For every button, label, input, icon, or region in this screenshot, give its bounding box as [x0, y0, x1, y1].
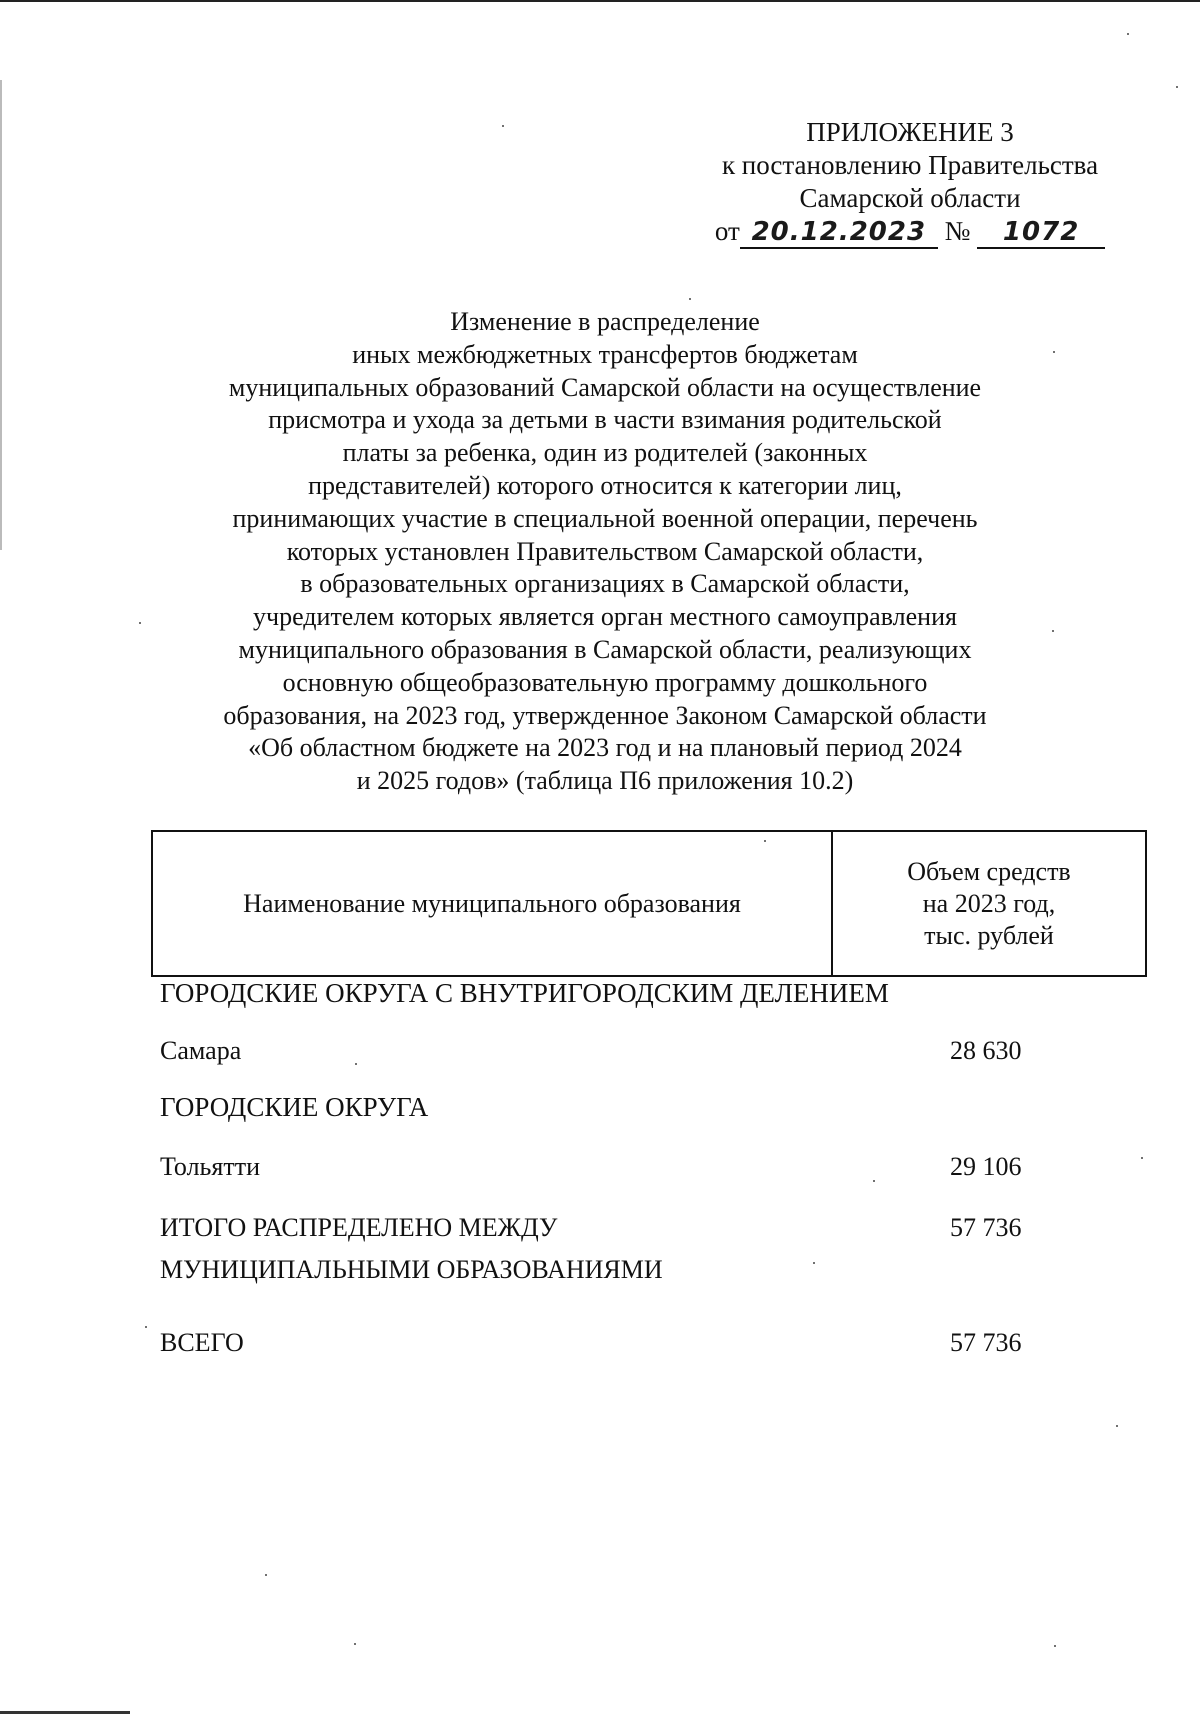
document-title	[140, 306, 1070, 798]
table-row-total-distributed	[160, 1207, 1100, 1297]
title-line: в образовательных организациях в Самарской области,	[300, 569, 910, 599]
title-line: учредителем которых является орган местного самоуправления	[253, 602, 957, 632]
handwritten-number: 1072	[977, 217, 1105, 249]
amount-header-line: Объем средств	[907, 856, 1071, 886]
title-line: образования, на 2023 год, утвержденное Законом Самарской области	[223, 700, 987, 730]
handwritten-date: 20.12.2023	[740, 217, 938, 249]
column-header-amount	[832, 831, 1146, 976]
appendix-header	[700, 116, 1120, 249]
appendix-heading: ПРИЛОЖЕНИЕ 3	[806, 117, 1014, 147]
amount-value: 57 736	[950, 1328, 1022, 1357]
total-distributed-label	[160, 1207, 663, 1291]
scan-edge	[0, 80, 2, 550]
amount-header-line: тыс. рублей	[924, 920, 1054, 950]
bottom-edge-mark	[0, 1711, 130, 1714]
title-line: Изменение в распределение	[450, 307, 760, 336]
title-line: «Об областном бюджете на 2023 год и на плановый период 2024	[248, 733, 962, 763]
number-sign: №	[944, 216, 971, 246]
title-line: представителей) которого относится к категории лиц,	[308, 470, 902, 500]
table-header	[151, 830, 1147, 977]
appendix-date-line	[700, 215, 1120, 249]
title-line: основную общеобразовательную программу дошкольного	[282, 667, 928, 697]
title-line: принимающих участие в специальной военной операции, перечень	[232, 503, 978, 533]
date-prefix: от	[714, 216, 740, 246]
municipality-name: Самара	[160, 1036, 242, 1065]
total-label-line: МУНИЦИПАЛЬНЫМИ ОБРАЗОВАНИЯМИ	[160, 1255, 663, 1284]
section-heading-urban-districts-divided: ГОРОДСКИЕ ОКРУГА С ВНУТРИГОРОДСКИМ ДЕЛЕНИЕМ	[160, 978, 889, 1008]
title-line: иных межбюджетных трансфертов бюджетам	[352, 339, 858, 369]
title-line: муниципального образования в Самарской области, реализующих	[238, 634, 972, 664]
title-line: присмотра и ухода за детьми в части взимания родительской	[268, 405, 942, 435]
amount-value: 28 630	[950, 1036, 1022, 1065]
total-label-line: ИТОГО РАСПРЕДЕЛЕНО МЕЖДУ	[160, 1213, 558, 1242]
amount-value: 57 736	[950, 1213, 1022, 1242]
title-line: муниципальных образований Самарской области на осуществление	[228, 372, 982, 402]
title-line: платы за ребенка, один из родителей (законных	[342, 438, 868, 468]
amount-value: 29 106	[950, 1152, 1022, 1181]
top-border	[0, 0, 1200, 2]
section-heading-urban-districts: ГОРОДСКИЕ ОКРУГА	[160, 1092, 429, 1122]
appendix-line-2: к постановлению Правительства	[721, 150, 1099, 180]
appendix-line-3: Самарской области	[799, 183, 1021, 213]
title-line: которых установлен Правительством Самарской области,	[286, 536, 924, 566]
grand-total-label: ВСЕГО	[160, 1328, 244, 1357]
column-header-municipality: Наименование муниципального образования	[152, 831, 832, 976]
municipality-name: Тольятти	[160, 1152, 261, 1181]
title-line: и 2025 годов» (таблица П6 приложения 10.2)	[356, 766, 854, 796]
amount-header-line: на 2023 год,	[922, 888, 1056, 918]
